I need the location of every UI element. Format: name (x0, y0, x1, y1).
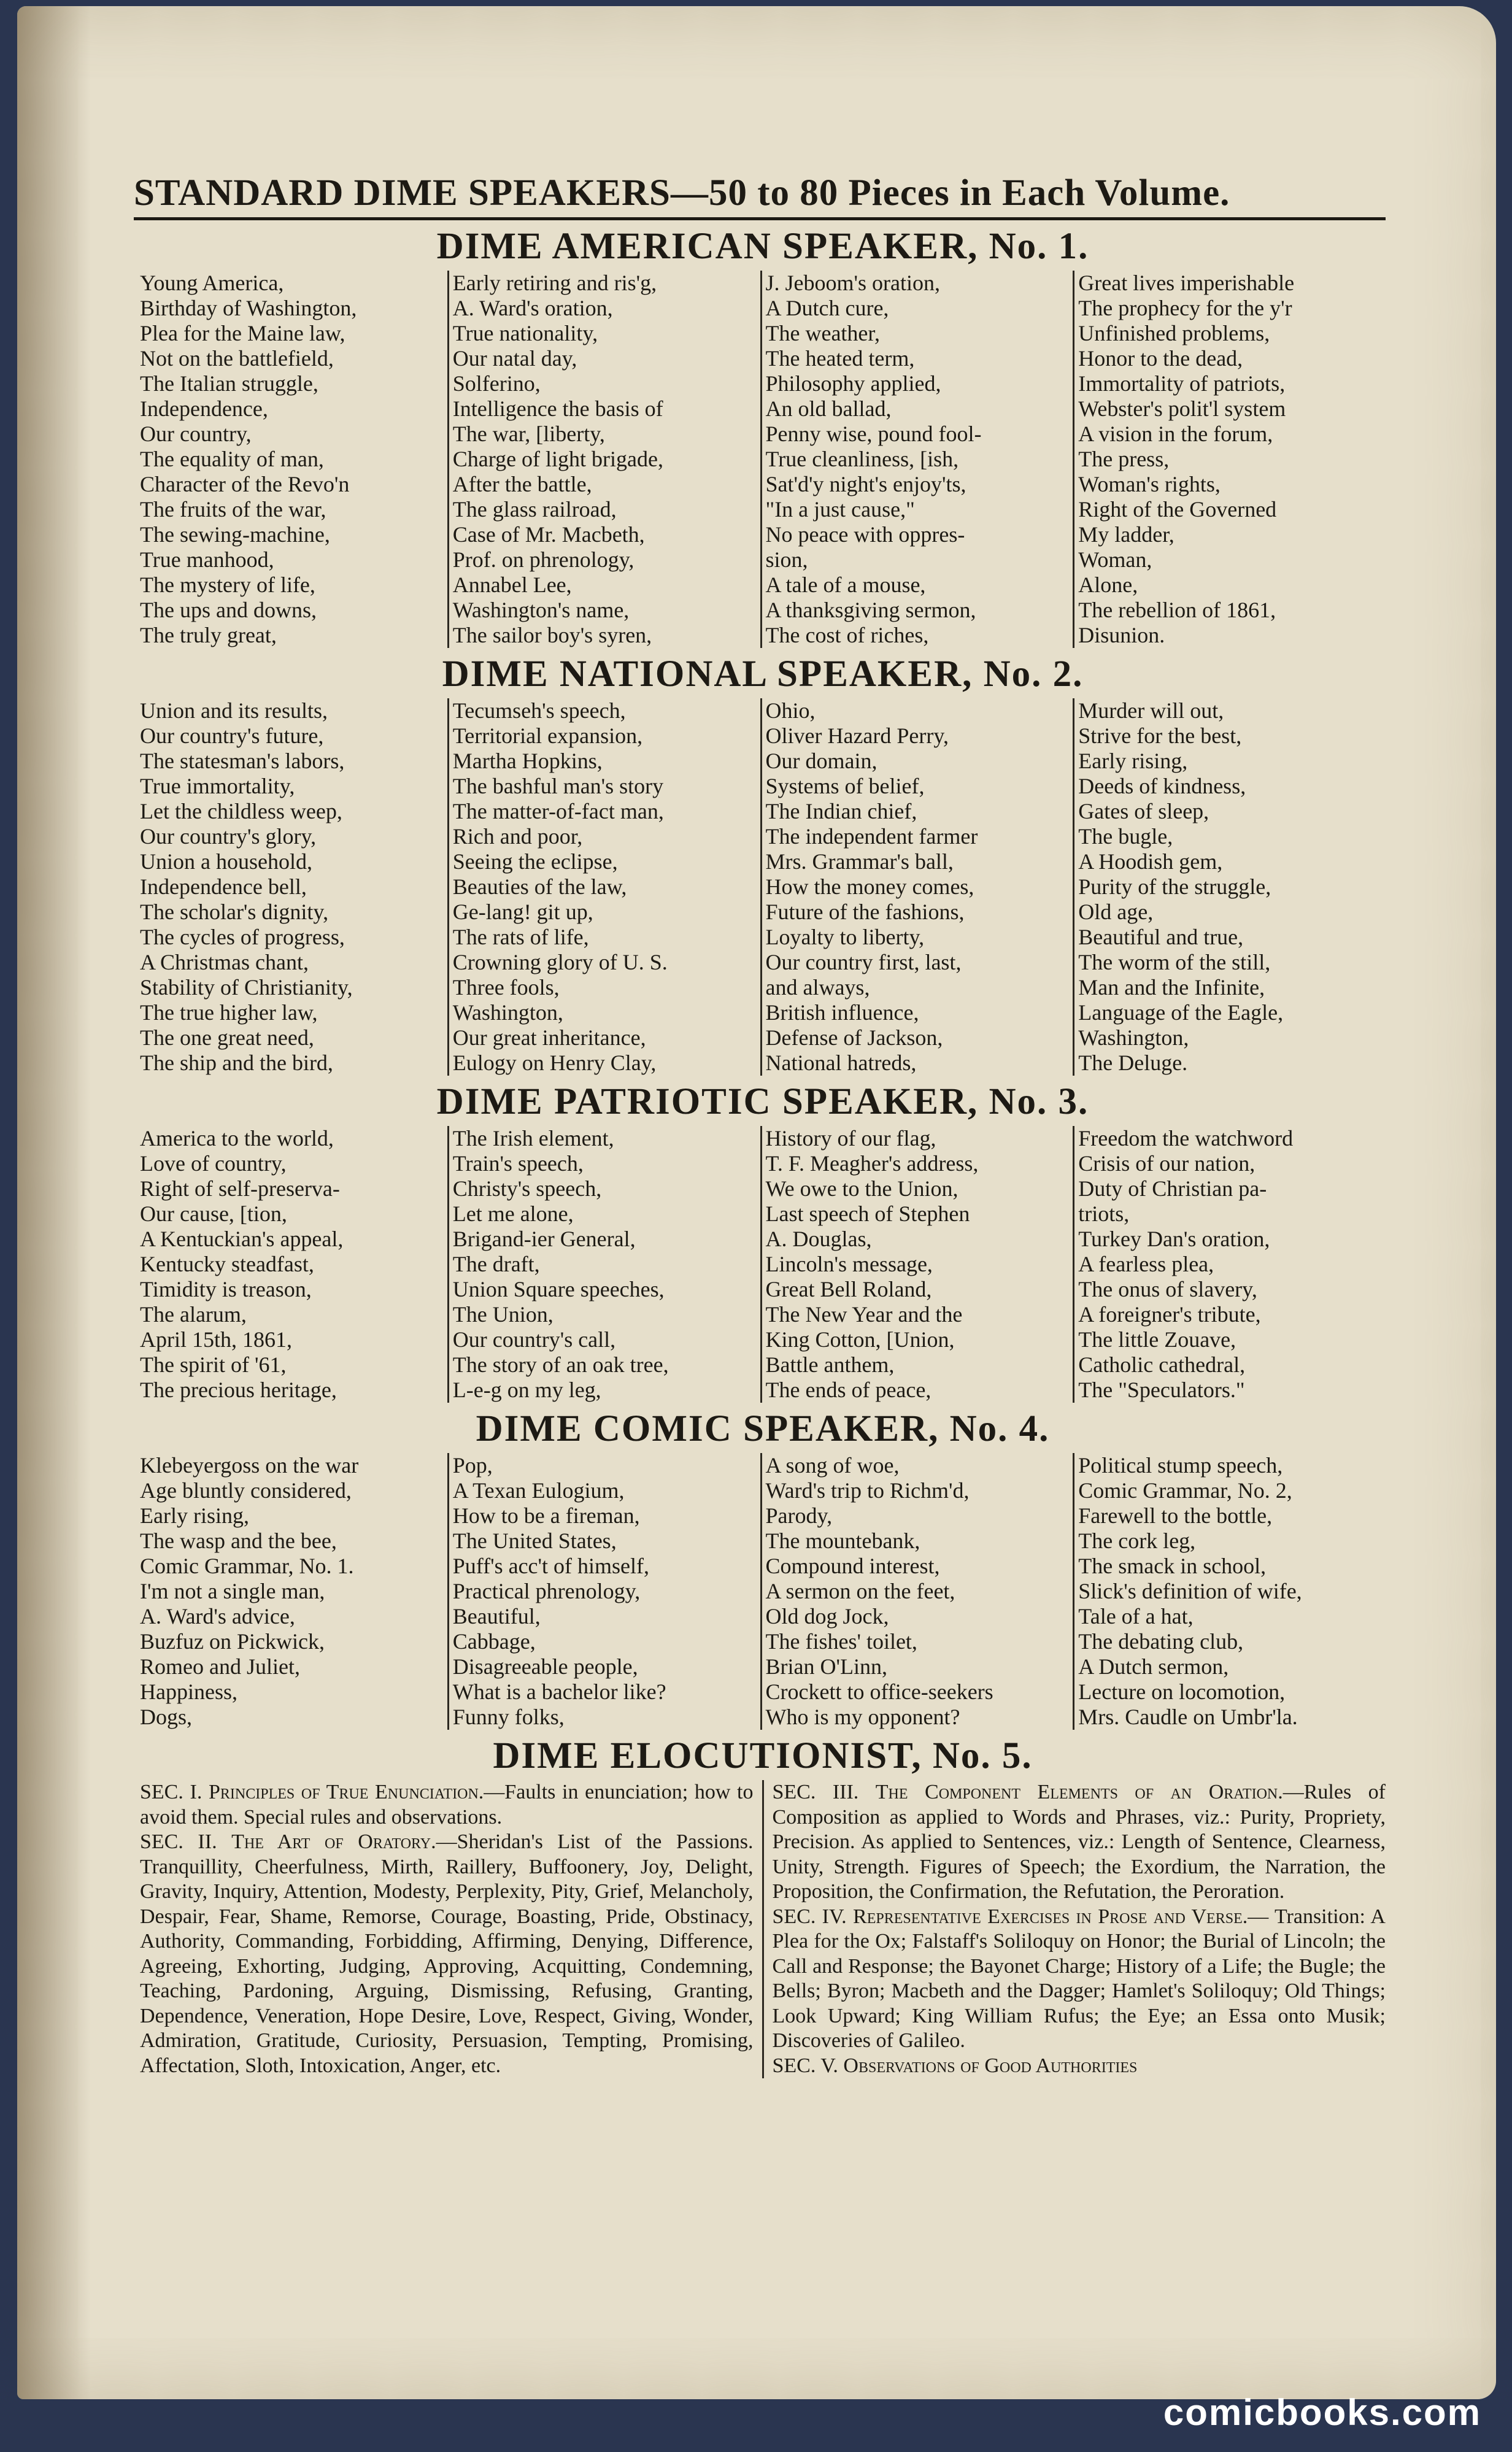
piece-title: Happiness, (140, 1679, 237, 1704)
piece-title: Great lives imperishable (1078, 271, 1295, 295)
piece-title: A Dutch cure, (765, 296, 889, 320)
paragraph-lead: SEC. I. (140, 1781, 209, 1803)
piece-title: Our great inheritance, (452, 1025, 646, 1050)
piece-title: Ge-lang! git up, (452, 900, 593, 924)
piece-title: A Hoodish gem, (1078, 849, 1223, 874)
title-column (447, 698, 760, 1076)
piece-title: Philosophy applied, (765, 371, 941, 396)
piece-title: The mystery of life, (140, 573, 315, 597)
piece-title: Defense of Jackson, (765, 1025, 943, 1050)
piece-title: A. Ward's advice, (140, 1604, 295, 1629)
title-column (447, 1453, 760, 1730)
piece-title: Mrs. Grammar's ball, (765, 849, 954, 874)
title-column (140, 1126, 447, 1403)
piece-title: The New Year and the (765, 1302, 963, 1327)
piece-title: The matter-of-fact man, (452, 799, 664, 823)
piece-title: Martha Hopkins, (452, 749, 603, 773)
piece-title: History of our flag, (765, 1126, 936, 1151)
piece-title: The alarum, (140, 1302, 247, 1327)
piece-title: True cleanliness, [ish, (765, 447, 959, 471)
piece-title: and always, (765, 975, 870, 1000)
piece-title: Union Square speeches, (452, 1277, 665, 1301)
piece-title: Comic Grammar, No. 1. (140, 1554, 354, 1578)
piece-title: Beautiful, (452, 1604, 541, 1629)
piece-title: Ohio, (765, 698, 816, 723)
piece-title: Loyalty to liberty, (765, 925, 925, 949)
piece-title: Early rising, (140, 1503, 249, 1528)
piece-title: The debating club, (1078, 1629, 1244, 1654)
piece-title: Not on the battlefield, (140, 346, 334, 371)
piece-title: The bugle, (1078, 824, 1173, 849)
piece-title: A Texan Eulogium, (452, 1478, 625, 1503)
piece-title: Independence, (140, 396, 268, 421)
piece-title: The draft, (452, 1252, 540, 1276)
title-column (1073, 1126, 1386, 1403)
piece-title: Future of the fashions, (765, 900, 965, 924)
piece-title: Oliver Hazard Perry, (765, 723, 949, 748)
piece-title: Charge of light brigade, (452, 447, 663, 471)
piece-title: The Deluge. (1078, 1051, 1188, 1075)
piece-title: The onus of slavery, (1078, 1277, 1257, 1301)
piece-title: Our natal day, (452, 346, 577, 371)
piece-title: America to the world, (140, 1126, 334, 1151)
piece-title: Early rising, (1078, 749, 1188, 773)
piece-title: Washington's name, (452, 598, 630, 622)
piece-title: Our cause, [tion, (140, 1201, 287, 1226)
piece-title: Freedom the watchword (1078, 1126, 1294, 1151)
piece-title: Crisis of our nation, (1078, 1151, 1256, 1176)
piece-title: The worm of the still, (1078, 950, 1271, 974)
piece-title: True manhood, (140, 547, 274, 572)
piece-title: sion, (765, 547, 808, 572)
piece-title: Rich and poor, (452, 824, 583, 849)
section-columns (140, 1453, 1386, 1730)
paragraph-sc: The Component Elements of an Oration. (875, 1781, 1283, 1803)
piece-title: Battle anthem, (765, 1352, 895, 1377)
piece-title: Right of the Governed (1078, 497, 1277, 522)
piece-title: The cost of riches, (765, 623, 929, 647)
piece-title: Disunion. (1078, 623, 1165, 647)
piece-title: The mountebank, (765, 1529, 920, 1553)
piece-title: Purity of the struggle, (1078, 874, 1271, 899)
piece-title: A. Ward's oration, (452, 296, 613, 320)
piece-title: Our domain, (765, 749, 878, 773)
piece-title: Buzfuz on Pickwick, (140, 1629, 325, 1654)
piece-title: My ladder, (1078, 522, 1174, 547)
section-columns (140, 698, 1386, 1076)
piece-title: The press, (1078, 447, 1170, 471)
page-content (134, 172, 1386, 2078)
piece-title: The sailor boy's syren, (452, 623, 652, 647)
title-column (140, 271, 447, 648)
piece-title: The bashful man's story (452, 774, 664, 798)
piece-title: Let the childless weep, (140, 799, 342, 823)
piece-title: Case of Mr. Macbeth, (452, 522, 645, 547)
piece-title: Parody, (765, 1503, 833, 1528)
piece-title: A Christmas chant, (140, 950, 309, 974)
paragraph-lead: SEC. IV. (772, 1905, 854, 1928)
piece-title: Union and its results, (140, 698, 328, 723)
piece-title: The Union, (452, 1302, 554, 1327)
piece-title: Slick's definition of wife, (1078, 1579, 1302, 1603)
piece-title: Great Bell Roland, (765, 1277, 932, 1301)
piece-title: Last speech of Stephen (765, 1201, 970, 1226)
piece-title: Old age, (1078, 900, 1154, 924)
piece-title: The truly great, (140, 623, 277, 647)
section-paragraph (773, 1905, 1386, 2054)
piece-title: The United States, (452, 1529, 617, 1553)
section-title: DIME PATRIOTIC SPEAKER, No. 3. (436, 1081, 1089, 1122)
piece-title: A Dutch sermon, (1078, 1654, 1229, 1679)
piece-title: Prof. on phrenology, (452, 547, 634, 572)
piece-title: Dogs, (140, 1705, 193, 1729)
piece-title: The rebellion of 1861, (1078, 598, 1276, 622)
piece-title: Funny folks, (452, 1705, 565, 1729)
piece-title: Let me alone, (452, 1201, 574, 1226)
piece-title: After the battle, (452, 472, 592, 496)
title-column (140, 1453, 447, 1730)
paragraph-sc: The Art of Oratory. (231, 1830, 436, 1853)
paragraph-text: —Sheridan's List of the Passions. Tranquillity, Cheerfulness, Mirth, Raillery, Buffoonery, Joy, Delight, Gravity, Inquiry, Attention, Modesty, Perplexity, Pity, Grief, Melancholy, Despair, Fear, Shame, Remorse, Courage, Boasting, Pride, Obstinacy, Authority, Commanding, Forbidding, Affirming, Denying, Difference, Agreeing, Exhorting, Judging, Approving, Acquitting, Condemning, Teaching, Pardoning, Arguing, Dismissing, Refusing, Granting, Dependence, Veneration, Hope Desire, Love, Respect, Giving, Wonder, Admiration, Gratitude, Curiosity, Persuasion, Tempting, Promising, Affectation, Sloth, Intoxication, Anger, etc. (140, 1830, 754, 2077)
piece-title: Mrs. Caudle on Umbr'la. (1078, 1705, 1298, 1729)
piece-title: The glass railroad, (452, 497, 617, 522)
piece-title: Early retiring and ris'g, (452, 271, 657, 295)
piece-title: Annabel Lee, (452, 573, 572, 597)
section-title: DIME NATIONAL SPEAKER, No. 2. (442, 653, 1084, 695)
title-column (447, 271, 760, 648)
piece-title: Catholic cathedral, (1078, 1352, 1246, 1377)
piece-title: The scholar's dignity, (140, 900, 329, 924)
piece-title: True immortality, (140, 774, 295, 798)
paragraph-lead: SEC. V. (772, 2054, 844, 2077)
elocutionist-body (140, 1780, 1386, 2078)
piece-title: Klebeyergoss on the war (140, 1453, 359, 1478)
piece-title: The true higher law, (140, 1000, 318, 1025)
piece-title: Man and the Infinite, (1078, 975, 1265, 1000)
piece-title: Crowning glory of U. S. (452, 950, 668, 974)
piece-title: The Italian struggle, (140, 371, 318, 396)
piece-title: Washington, (1078, 1025, 1189, 1050)
piece-title: A tale of a mouse, (765, 573, 926, 597)
piece-title: The precious heritage, (140, 1378, 337, 1402)
piece-title: Independence bell, (140, 874, 307, 899)
piece-title: How the money comes, (765, 874, 974, 899)
piece-title: Deeds of kindness, (1078, 774, 1246, 798)
piece-title: Romeo and Juliet, (140, 1654, 300, 1679)
piece-title: An old ballad, (765, 396, 892, 421)
piece-title: Right of self-preserva- (140, 1176, 340, 1201)
piece-title: Strive for the best, (1078, 723, 1242, 748)
piece-title: Solferino, (452, 371, 541, 396)
piece-title: "In a just cause," (765, 497, 915, 522)
piece-title: National hatreds, (765, 1051, 917, 1075)
page-spine-shadow (17, 6, 91, 2399)
piece-title: The cycles of progress, (140, 925, 345, 949)
book-page (17, 6, 1496, 2399)
piece-title: The smack in school, (1078, 1554, 1267, 1578)
piece-title: No peace with oppres- (765, 522, 965, 547)
piece-title: The ups and downs, (140, 598, 317, 622)
piece-title: Territorial expansion, (452, 723, 643, 748)
title-column (447, 1126, 760, 1403)
piece-title: Cabbage, (452, 1629, 536, 1654)
piece-title: Penny wise, pound fool- (765, 422, 982, 446)
paragraph-text: —Rules of Composition as applied to Words and Phrases, viz.: Purity, Propriety, Precision. As applied to Sentences, viz.: Length of Sentence, Clearness, Unity, Strength. Figures of Speech; the Exordium, the Narration, the Proposition, the Confirmation, the Refutation, the Peroration. (772, 1781, 1386, 1903)
title-column (1073, 698, 1386, 1076)
piece-title: Christy's speech, (452, 1176, 602, 1201)
section-columns (140, 1126, 1386, 1403)
piece-title: Brigand-ier General, (452, 1227, 636, 1251)
piece-title: I'm not a single man, (140, 1579, 325, 1603)
piece-title: The wasp and the bee, (140, 1529, 337, 1553)
piece-title: Timidity is treason, (140, 1277, 312, 1301)
piece-title: The war, [liberty, (452, 422, 605, 446)
piece-title: T. F. Meagher's address, (765, 1151, 979, 1176)
piece-title: Sat'd'y night's enjoy'ts, (765, 472, 966, 496)
piece-title: Beautiful and true, (1078, 925, 1244, 949)
piece-title: Pop, (452, 1453, 493, 1478)
piece-title: Our country, (140, 422, 252, 446)
piece-title: A Kentuckian's appeal, (140, 1227, 344, 1251)
paragraph-sc: Observations of Good Authorities (843, 2054, 1138, 2077)
piece-title: A foreigner's tribute, (1078, 1302, 1261, 1327)
piece-title: Three fools, (452, 975, 560, 1000)
piece-title: The ship and the bird, (140, 1051, 333, 1075)
piece-title: We owe to the Union, (765, 1176, 958, 1201)
piece-title: Character of the Revo'n (140, 472, 350, 496)
piece-title: The prophecy for the y'r (1078, 296, 1292, 320)
piece-title: Disagreeable people, (452, 1654, 638, 1679)
piece-title: Our country's glory, (140, 824, 317, 849)
piece-title: Kentucky steadfast, (140, 1252, 314, 1276)
paragraph-lead: SEC. III. (772, 1781, 876, 1803)
title-column (760, 1453, 1073, 1730)
piece-title: The Indian chief, (765, 799, 917, 823)
piece-title: April 15th, 1861, (140, 1327, 292, 1352)
piece-title: Washington, (452, 1000, 563, 1025)
section-title: DIME AMERICAN SPEAKER, No. 1. (436, 226, 1089, 267)
speaker-sections (140, 225, 1386, 1730)
piece-title: Murder will out, (1078, 698, 1224, 723)
title-column (140, 698, 447, 1076)
elocutionist-title: DIME ELOCUTIONIST, No. 5. (493, 1735, 1033, 1776)
piece-title: The spirit of '61, (140, 1352, 287, 1377)
piece-title: Young America, (140, 271, 284, 295)
piece-title: Ward's trip to Richm'd, (765, 1478, 970, 1503)
piece-title: The independent farmer (765, 824, 978, 849)
piece-title: Plea for the Maine law, (140, 321, 345, 345)
piece-title: Love of country, (140, 1151, 287, 1176)
title-column (760, 271, 1073, 648)
piece-title: The equality of man, (140, 447, 324, 471)
piece-title: triots, (1078, 1201, 1130, 1226)
paragraph-text: — Transition: A Plea for the Ox; Falstaff's Soliloquy on Honor; the Burial of Lincoln; the Call and Response; the Bayonet Charge; History of a Life; the Bugle; the Bells; Byron; Macbeth and the Dagger; Hamlet's Soliloquy; Old Things; Look Upward; King William Rufus; the Eye; an Essa onto Musik; Discoveries of Galileo. (772, 1905, 1386, 2052)
piece-title: Intelligence the basis of (452, 396, 663, 421)
piece-title: Webster's polit'l system (1078, 396, 1286, 421)
piece-title: Gates of sleep, (1078, 799, 1209, 823)
piece-title: Comic Grammar, No. 2, (1078, 1478, 1292, 1503)
section-title: DIME COMIC SPEAKER, No. 4. (476, 1408, 1050, 1449)
piece-title: A vision in the forum, (1078, 422, 1273, 446)
piece-title: Age bluntly considered, (140, 1478, 352, 1503)
piece-title: The "Speculators." (1078, 1378, 1245, 1402)
piece-title: Our country's call, (452, 1327, 616, 1352)
title-column (760, 1126, 1073, 1403)
piece-title: The fruits of the war, (140, 497, 326, 522)
section-paragraph (140, 1780, 754, 1830)
piece-title: Woman's rights, (1078, 472, 1221, 496)
piece-title: L-e-g on my leg, (452, 1378, 601, 1402)
paragraph-sc: Principles of True Enunciation. (208, 1781, 484, 1803)
piece-title: Beauties of the law, (452, 874, 627, 899)
paragraph-lead: SEC. II. (140, 1830, 232, 1853)
piece-title: A. Douglas, (765, 1227, 872, 1251)
piece-title: Systems of belief, (765, 774, 925, 798)
piece-title: Birthday of Washington, (140, 296, 357, 320)
paragraph-text: —Faults in enunciation; how to avoid them. Special rules and observations. (140, 1781, 754, 1829)
piece-title: A song of woe, (765, 1453, 900, 1478)
piece-title: The rats of life, (452, 925, 589, 949)
elocutionist-left-column (140, 1780, 762, 2078)
piece-title: Duty of Christian pa- (1078, 1176, 1267, 1201)
piece-title: The little Zouave, (1078, 1327, 1236, 1352)
piece-title: Eulogy on Henry Clay, (452, 1051, 657, 1075)
piece-title: Train's speech, (452, 1151, 584, 1176)
piece-title: Tecumseh's speech, (452, 698, 626, 723)
section-paragraph (773, 1780, 1386, 1905)
piece-title: The fishes' toilet, (765, 1629, 917, 1654)
piece-title: A sermon on the feet, (765, 1579, 955, 1603)
page-header: STANDARD DIME SPEAKERS—50 to 80 Pieces in Each Volume. (134, 172, 1386, 220)
piece-title: Brian O'Linn, (765, 1654, 887, 1679)
piece-title: A fearless plea, (1078, 1252, 1214, 1276)
title-column (760, 698, 1073, 1076)
paragraph-sc: Representative Exercises in Prose and Verse. (853, 1905, 1248, 1928)
piece-title: A thanksgiving sermon, (765, 598, 976, 622)
piece-title: Farewell to the bottle, (1078, 1503, 1273, 1528)
piece-title: Unfinished problems, (1078, 321, 1270, 345)
piece-title: Stability of Christianity, (140, 975, 353, 1000)
piece-title: How to be a fireman, (452, 1503, 640, 1528)
piece-title: The Irish element, (452, 1126, 614, 1151)
piece-title: The sewing-machine, (140, 522, 330, 547)
piece-title: Our country first, last, (765, 950, 962, 974)
piece-title: British influence, (765, 1000, 919, 1025)
piece-title: Practical phrenology, (452, 1579, 641, 1603)
section-columns (140, 271, 1386, 648)
piece-title: Our country's future, (140, 723, 324, 748)
piece-title: Woman, (1078, 547, 1152, 572)
elocutionist-right-column (762, 1780, 1386, 2078)
section-paragraph (140, 1830, 754, 2078)
piece-title: Seeing the eclipse, (452, 849, 618, 874)
piece-title: Puff's acc't of himself, (452, 1554, 649, 1578)
piece-title: Lecture on locomotion, (1078, 1679, 1286, 1704)
piece-title: Union a household, (140, 849, 312, 874)
piece-title: Old dog Jock, (765, 1604, 889, 1629)
piece-title: Honor to the dead, (1078, 346, 1243, 371)
piece-title: King Cotton, [Union, (765, 1327, 955, 1352)
piece-title: Alone, (1078, 573, 1138, 597)
piece-title: The ends of peace, (765, 1378, 932, 1402)
piece-title: Immortality of patriots, (1078, 371, 1286, 396)
title-column (1073, 271, 1386, 648)
piece-title: The weather, (765, 321, 880, 345)
piece-title: Compound interest, (765, 1554, 940, 1578)
piece-title: The one great need, (140, 1025, 314, 1050)
section-paragraph (773, 2054, 1386, 2079)
title-column (1073, 1453, 1386, 1730)
piece-title: Who is my opponent? (765, 1705, 960, 1729)
piece-title: Political stump speech, (1078, 1453, 1283, 1478)
piece-title: J. Jeboom's oration, (765, 271, 940, 295)
piece-title: The statesman's labors, (140, 749, 345, 773)
watermark: comicbooks.com (1163, 2392, 1481, 2433)
piece-title: Language of the Eagle, (1078, 1000, 1284, 1025)
piece-title: Crockett to office-seekers (765, 1679, 993, 1704)
piece-title: What is a bachelor like? (452, 1679, 666, 1704)
piece-title: True nationality, (452, 321, 598, 345)
piece-title: Turkey Dan's oration, (1078, 1227, 1270, 1251)
piece-title: Tale of a hat, (1078, 1604, 1194, 1629)
piece-title: The heated term, (765, 346, 915, 371)
piece-title: The cork leg, (1078, 1529, 1196, 1553)
piece-title: The story of an oak tree, (452, 1352, 669, 1377)
piece-title: Lincoln's message, (765, 1252, 933, 1276)
